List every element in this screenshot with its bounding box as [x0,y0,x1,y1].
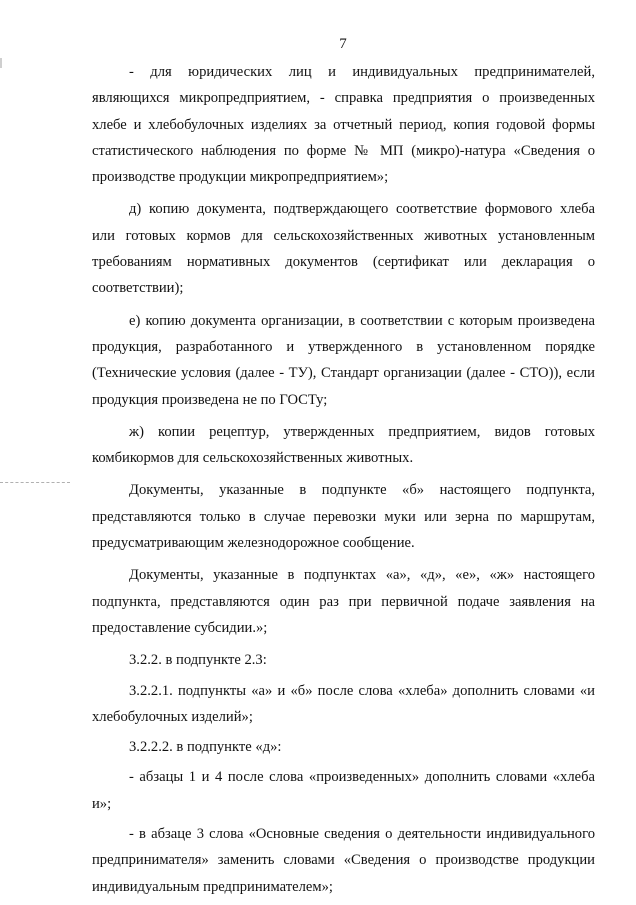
paragraph: - в абзаце 3 слова «Основные сведения о деятельности индивидуального предпринимателя» заменить словами «Сведения о производстве продукции индивидуальным предпринимателем»; [92,826,595,895]
paragraph: е) копию документа организации, в соответствии с которым произведена продукция, разработанного и утвержденного в установленном порядке (Технические условия (далее - ТУ), Стандарт организации (далее - СТО)), если продукция произведена не по ГОСТу; [92,312,595,408]
scan-edge-mark [0,58,2,68]
paragraph: Документы, указанные в подпунктах «а», «д», «е», «ж» настоящего подпункта, представляются один раз при первичной подаче заявления на предоставление субсидии.»; [92,567,595,636]
paragraph: - абзацы 1 и 4 после слова «произведенных» дополнить словами «хлеба и»; [92,769,595,812]
margin-dash-mark [0,482,70,483]
page-number: 7 [339,36,347,52]
paragraph: 3.2.2. в подпункте 2.3: [129,652,267,669]
paragraph: ж) копии рецептур, утвержденных предприятием, видов готовых комбикормов для сельскохозяйственных животных. [92,423,595,467]
body-text [92,59,595,904]
paragraph: 3.2.2.2. в подпункте «д»: [129,739,282,756]
paragraph: Документы, указанные в подпункте «б» настоящего подпункта, представляются только в случае перевозки муки или зерна по маршрутам, предусматривающим железнодорожное сообщение. [92,482,595,552]
paragraph: - для юридических лиц и индивидуальных предпринимателей, являющихся микропредприятием, - справка предприятия о произведенных хлебе и хлебобулочных изделиях за отчетный период, копия годовой формы статистического наблюдения по форме № МП (микро)-натура «Сведения о производстве продукции микропредприятием»; [92,64,595,186]
paragraph: 3.2.2.1. подпункты «а» и «б» после слова «хлеба» дополнить словами «и хлебобулочных изделий»; [92,682,595,725]
paragraph: д) копию документа, подтверждающего соответствие формового хлеба или готовых кормов для сельскохозяйственных животных установленным требованиям нормативных документов (сертификат или декларация о соответствии); [92,201,595,297]
